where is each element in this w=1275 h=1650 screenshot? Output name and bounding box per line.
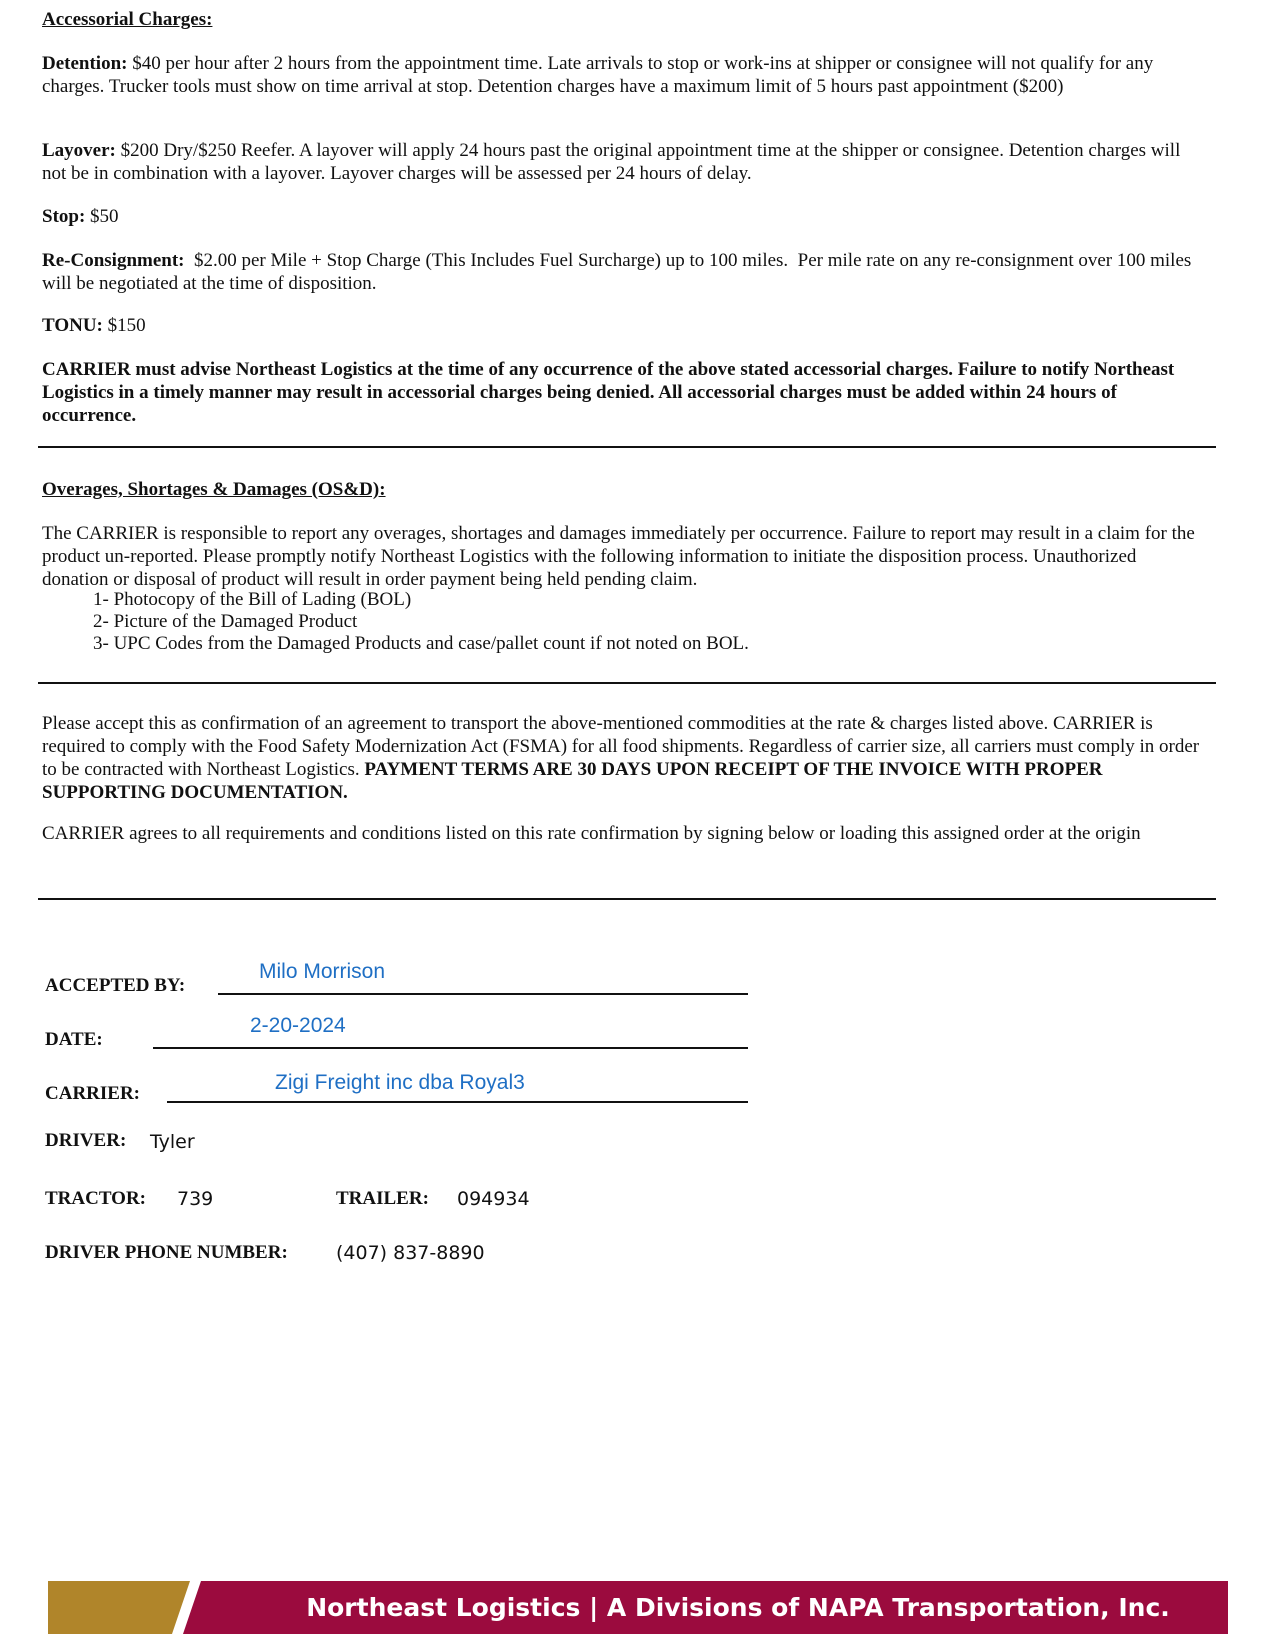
- accepted-by-value[interactable]: Milo Morrison: [259, 960, 386, 983]
- footer-text: Northeast Logistics | A Divisions of NAPA Transportation, Inc.: [306, 1593, 1170, 1622]
- driver-label: DRIVER:: [45, 1130, 127, 1151]
- carrier-label: CARRIER:: [45, 1083, 140, 1104]
- stop-label: Stop:: [42, 206, 86, 227]
- trailer-label: TRAILER:: [336, 1188, 429, 1209]
- accepted-by-label: ACCEPTED BY:: [45, 975, 186, 996]
- footer-gold-block: [48, 1581, 190, 1634]
- section-divider: [38, 898, 1216, 900]
- carrier-line: [167, 1101, 748, 1103]
- tonu-label: TONU:: [42, 315, 103, 336]
- osd-list-item: 3- UPC Codes from the Damaged Products and case/pallet count if not noted on BOL.: [93, 633, 749, 654]
- layover-text: $200 Dry/$250 Reefer. A layover will apply 24 hours past the original appointment time at the shipper or consignee. Detention charges will not be in combination with a layover. Layover charges will be assessed per 24 hours of delay.: [42, 140, 1181, 184]
- driver-phone-label: DRIVER PHONE NUMBER:: [45, 1242, 288, 1263]
- detention-text: $40 per hour after 2 hours from the appointment time. Late arrivals to stop or work-ins at shipper or consignee will not qualify for any charges. Trucker tools must show on time arrival at stop. Detention charges have a maximum limit of 5 hours past appointment ($200): [42, 53, 1154, 97]
- date-value[interactable]: 2-20-2024: [250, 1014, 346, 1037]
- layover-label: Layover:: [42, 140, 116, 161]
- osd-paragraph: The CARRIER is responsible to report any overages, shortages and damages immediately per occurrence. Failure to report may result in a claim for the product un-reported. Please promptly notify Northeast Logistics with the following information to initiate the disposition process. Unauthorized donation or disposal of product will result in order payment being held pending claim.: [42, 523, 1195, 590]
- driver-value[interactable]: Tyler: [150, 1131, 195, 1153]
- date-line: [153, 1047, 748, 1049]
- signing-paragraph: CARRIER agrees to all requirements and conditions listed on this rate confirmation by signing below or loading this assigned order at the origin: [42, 823, 1141, 844]
- footer-banner: [48, 1581, 1228, 1634]
- carrier-value[interactable]: Zigi Freight inc dba Royal3: [275, 1071, 525, 1094]
- stop-text: $50: [85, 206, 119, 227]
- detention-paragraph: [42, 52, 1207, 98]
- payment-terms: PAYMENT TERMS ARE 30 DAYS UPON RECEIPT OF THE INVOICE WITH PROPER SUPPORTING DOCUMENTATION.: [42, 759, 1103, 803]
- tractor-label: TRACTOR:: [45, 1188, 146, 1209]
- driver-phone-value[interactable]: (407) 837-8890: [336, 1242, 485, 1264]
- tractor-value[interactable]: 739: [177, 1188, 214, 1210]
- reconsignment-text: $2.00 per Mile + Stop Charge (This Includes Fuel Surcharge) up to 100 miles. Per mile rate on any re-consignment over 100 miles will be negotiated at the time of disposition.: [42, 250, 1197, 294]
- stop-paragraph: [42, 205, 1207, 228]
- agreement-paragraph: [42, 712, 1212, 804]
- accepted-by-line: [218, 993, 748, 995]
- agreement-text: Please accept this as confirmation of an agreement to transport the above-mentioned commodities at the rate & charges listed above. CARRIER is required to comply with the Food Safety Modernization Act (FSMA) for all food shipments. Regardless of carrier size, all carriers must comply in order to be contracted with Northeast Logistics.: [42, 713, 1200, 780]
- osd-list-item: 2- Picture of the Damaged Product: [93, 611, 358, 632]
- reconsignment-label: Re-Consignment:: [42, 250, 185, 271]
- tonu-text: $150: [102, 315, 146, 336]
- layover-paragraph: [42, 139, 1207, 185]
- accessorial-notice: CARRIER must advise Northeast Logistics at the time of any occurrence of the above stated accessorial charges. Failure to notify Northeast Logistics in a timely manner may result in accessorial charges being denied. All accessorial charges must be added within 24 hours of occurrence.: [42, 359, 1175, 426]
- section-divider: [38, 446, 1216, 448]
- trailer-value[interactable]: 094934: [457, 1188, 530, 1210]
- accessorial-heading: Accessorial Charges:: [42, 9, 213, 30]
- date-label: DATE:: [45, 1029, 103, 1050]
- section-divider: [38, 682, 1216, 684]
- reconsignment-paragraph: [42, 249, 1207, 295]
- detention-label: Detention:: [42, 53, 128, 74]
- osd-list-item: 1- Photocopy of the Bill of Lading (BOL): [93, 589, 412, 610]
- osd-heading: Overages, Shortages & Damages (OS&D):: [42, 479, 386, 500]
- tonu-paragraph: [42, 314, 1207, 337]
